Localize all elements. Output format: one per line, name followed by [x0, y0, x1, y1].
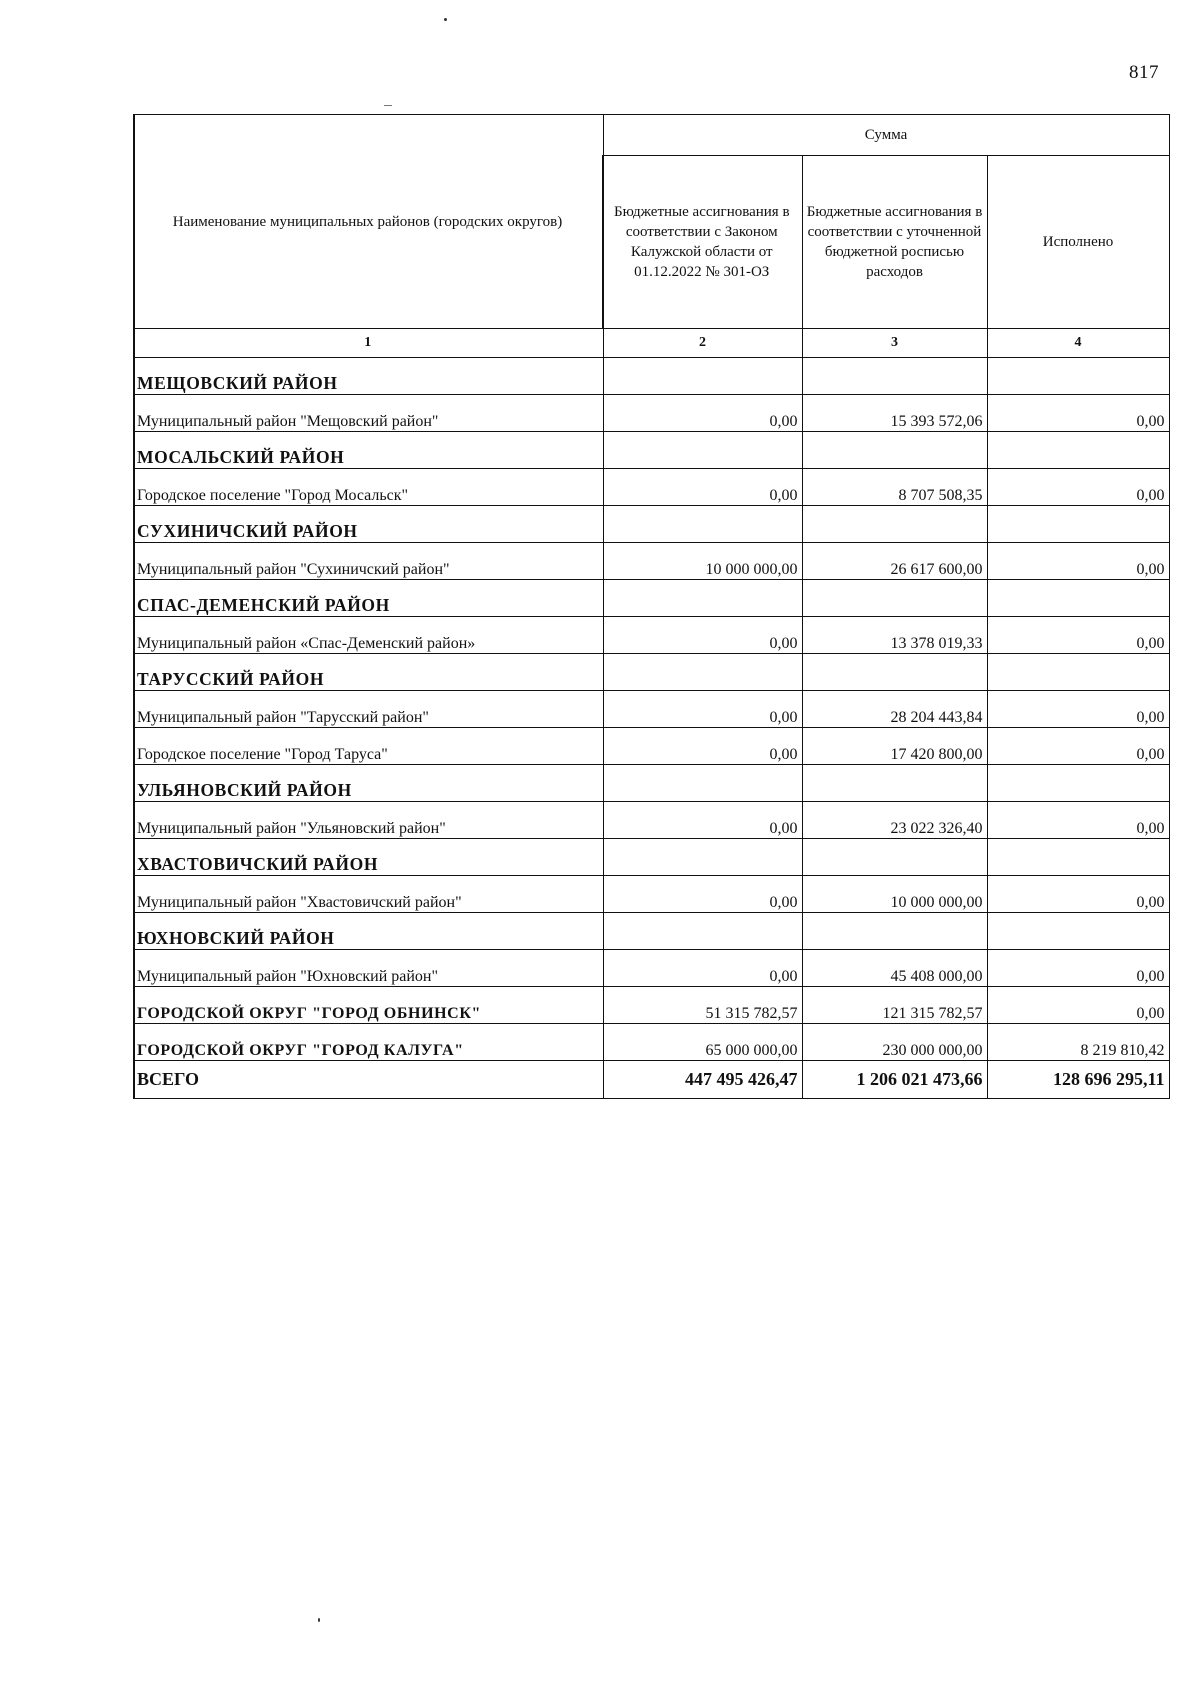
total-value-col3: 1 206 021 473,66 [802, 1061, 987, 1099]
table-row [134, 950, 1169, 987]
row-value-col3: 8 707 508,35 [802, 469, 987, 506]
table-row [134, 691, 1169, 728]
section-row [134, 580, 1169, 617]
header-sum: Сумма [603, 115, 1169, 156]
header-name: Наименование муниципальных районов (городских округов) [134, 115, 603, 329]
row-name: МЕЩОВСКИЙ РАЙОН [134, 358, 603, 395]
section-row [134, 765, 1169, 802]
section-row [134, 358, 1169, 395]
row-value-col4: 8 219 810,42 [987, 1024, 1169, 1061]
row-value-col2: 0,00 [603, 802, 802, 839]
row-value-col2 [603, 432, 802, 469]
column-number-3: 3 [802, 329, 987, 358]
row-value-col3: 17 420 800,00 [802, 728, 987, 765]
row-value-col3 [802, 580, 987, 617]
row-value-col4 [987, 839, 1169, 876]
row-value-col3 [802, 654, 987, 691]
row-value-col3: 28 204 443,84 [802, 691, 987, 728]
row-name: СПАС-ДЕМЕНСКИЙ РАЙОН [134, 580, 603, 617]
row-value-col4 [987, 358, 1169, 395]
row-value-col3: 230 000 000,00 [802, 1024, 987, 1061]
total-label: ВСЕГО [134, 1061, 603, 1099]
row-value-col4: 0,00 [987, 950, 1169, 987]
table-row [134, 395, 1169, 432]
section-row [134, 839, 1169, 876]
section-row [134, 432, 1169, 469]
header-col2: Бюджетные ассигнования в соответствии с Законом Калужской области от 01.12.2022 № 301-ОЗ [603, 156, 802, 329]
budget-table [133, 114, 1170, 1099]
row-value-col2 [603, 654, 802, 691]
row-value-col2 [603, 506, 802, 543]
row-value-col2: 0,00 [603, 876, 802, 913]
row-value-col2: 51 315 782,57 [603, 987, 802, 1024]
row-value-col4: 0,00 [987, 543, 1169, 580]
row-value-col3: 23 022 326,40 [802, 802, 987, 839]
row-value-col4: 0,00 [987, 691, 1169, 728]
row-name: ГОРОДСКОЙ ОКРУГ "ГОРОД КАЛУГА" [134, 1024, 603, 1061]
total-value-col2: 447 495 426,47 [603, 1061, 802, 1099]
column-number-4: 4 [987, 329, 1169, 358]
row-value-col2: 10 000 000,00 [603, 543, 802, 580]
row-value-col3: 10 000 000,00 [802, 876, 987, 913]
row-value-col3 [802, 913, 987, 950]
row-value-col3 [802, 839, 987, 876]
scan-speck [318, 1618, 320, 1622]
row-name: Муниципальный район "Тарусский район" [134, 691, 603, 728]
section-row [134, 913, 1169, 950]
row-value-col4 [987, 580, 1169, 617]
page-number: 817 [1129, 62, 1159, 83]
table-row [134, 728, 1169, 765]
table-row [134, 469, 1169, 506]
row-value-col4 [987, 654, 1169, 691]
total-row [134, 1061, 1169, 1099]
row-value-col4: 0,00 [987, 876, 1169, 913]
table-row [134, 802, 1169, 839]
row-value-col3: 121 315 782,57 [802, 987, 987, 1024]
row-name: Муниципальный район "Мещовский район" [134, 395, 603, 432]
row-value-col2: 65 000 000,00 [603, 1024, 802, 1061]
row-value-col3 [802, 358, 987, 395]
header-col4: Исполнено [987, 156, 1169, 329]
row-value-col2 [603, 765, 802, 802]
row-value-col3: 45 408 000,00 [802, 950, 987, 987]
row-value-col2: 0,00 [603, 617, 802, 654]
row-value-col3: 13 378 019,33 [802, 617, 987, 654]
row-value-col4 [987, 506, 1169, 543]
total-value-col4: 128 696 295,11 [987, 1061, 1169, 1099]
row-value-col3 [802, 506, 987, 543]
row-value-col2 [603, 358, 802, 395]
row-value-col4: 0,00 [987, 802, 1169, 839]
column-number-1: 1 [134, 329, 603, 358]
row-name: Городское поселение "Город Таруса" [134, 728, 603, 765]
table-row [134, 987, 1169, 1024]
row-name: Муниципальный район "Юхновский район" [134, 950, 603, 987]
row-value-col2 [603, 913, 802, 950]
row-name: ХВАСТОВИЧСКИЙ РАЙОН [134, 839, 603, 876]
row-value-col4: 0,00 [987, 728, 1169, 765]
row-value-col2: 0,00 [603, 395, 802, 432]
row-value-col2: 0,00 [603, 950, 802, 987]
column-number-2: 2 [603, 329, 802, 358]
scan-speck [444, 18, 447, 21]
row-value-col4: 0,00 [987, 617, 1169, 654]
row-name: Муниципальный район "Ульяновский район" [134, 802, 603, 839]
table-row [134, 617, 1169, 654]
row-value-col4: 0,00 [987, 469, 1169, 506]
row-value-col4 [987, 432, 1169, 469]
row-name: УЛЬЯНОВСКИЙ РАЙОН [134, 765, 603, 802]
table-row [134, 876, 1169, 913]
row-name: Муниципальный район "Сухиничский район" [134, 543, 603, 580]
section-row [134, 654, 1169, 691]
row-value-col2: 0,00 [603, 691, 802, 728]
row-name: ЮХНОВСКИЙ РАЙОН [134, 913, 603, 950]
table-row [134, 543, 1169, 580]
row-value-col2 [603, 839, 802, 876]
row-value-col4: 0,00 [987, 395, 1169, 432]
row-value-col2: 0,00 [603, 469, 802, 506]
row-value-col3 [802, 432, 987, 469]
row-value-col4 [987, 913, 1169, 950]
section-row [134, 506, 1169, 543]
row-name: МОСАЛЬСКИЙ РАЙОН [134, 432, 603, 469]
scan-mark [384, 105, 392, 106]
row-name: Муниципальный район «Спас-Деменский район» [134, 617, 603, 654]
row-value-col4 [987, 765, 1169, 802]
row-value-col3: 26 617 600,00 [802, 543, 987, 580]
row-name: ГОРОДСКОЙ ОКРУГ "ГОРОД ОБНИНСК" [134, 987, 603, 1024]
header-col3: Бюджетные ассигнования в соответствии с уточненной бюджетной росписью расходов [802, 156, 987, 329]
row-value-col3: 15 393 572,06 [802, 395, 987, 432]
row-name: ТАРУССКИЙ РАЙОН [134, 654, 603, 691]
row-name: СУХИНИЧСКИЙ РАЙОН [134, 506, 603, 543]
row-value-col4: 0,00 [987, 987, 1169, 1024]
row-name: Городское поселение "Город Мосальск" [134, 469, 603, 506]
row-value-col3 [802, 765, 987, 802]
table-row [134, 1024, 1169, 1061]
row-value-col2 [603, 580, 802, 617]
row-name: Муниципальный район "Хвастовичский район" [134, 876, 603, 913]
row-value-col2: 0,00 [603, 728, 802, 765]
